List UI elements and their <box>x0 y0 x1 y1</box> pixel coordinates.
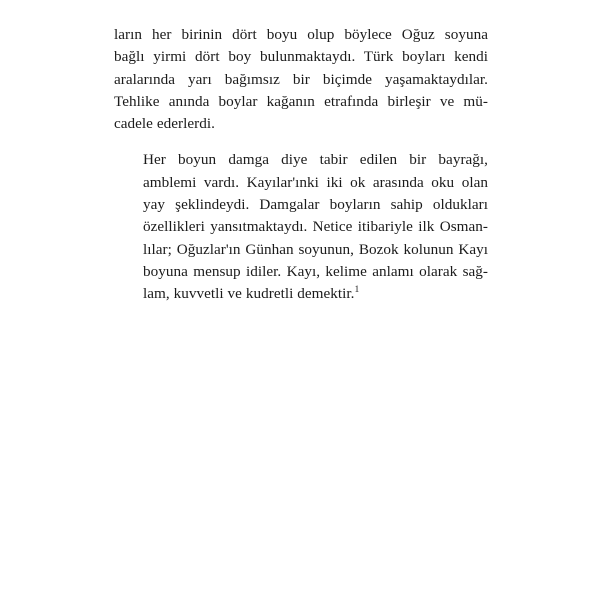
text-line: yay şeklindeydi. Damgalar boyların sahip oldukları <box>143 196 488 214</box>
paragraph-continued <box>114 24 488 135</box>
text-line-with-footnote <box>114 283 488 305</box>
paragraph-damga <box>114 149 488 305</box>
text-line: ların her birinin dört boyu olup böylece Oğuz soyuna <box>114 26 488 43</box>
text-line: bağlı yirmi dört boy bulunmaktaydı. Türk boyları kendi <box>114 48 488 66</box>
text-line: Tehlike anında boylar kağanın etrafında birleşir ve mü- <box>114 92 488 110</box>
footnote-reference-marker[interactable]: 1 <box>354 284 360 296</box>
text-line: cadele ederlerdi. <box>114 115 215 133</box>
text-line: amblemi vardı. Kayılar'ınki iki ok arasında oku olan <box>143 173 488 191</box>
text-line: aralarında yarı bağımsız bir biçimde yaşamaktaydılar. <box>114 70 488 88</box>
text-column <box>114 24 488 306</box>
text-line: özellikleri yansıtmaktaydı. Netice itibariyle ilk Osman- <box>143 218 488 236</box>
text-line: lılar; Oğuzlar'ın Günhan soyunun, Bozok kolunun Kayı <box>143 240 488 258</box>
text-line: boyuna mensup idiler. Kayı, kelime anlamı olarak sağ- <box>143 262 488 280</box>
text-line: Her boyun damga diye tabir edilen bir bayrağı, <box>143 151 488 169</box>
text-line: lam, kuvvetli ve kudretli demektir. <box>143 285 355 303</box>
